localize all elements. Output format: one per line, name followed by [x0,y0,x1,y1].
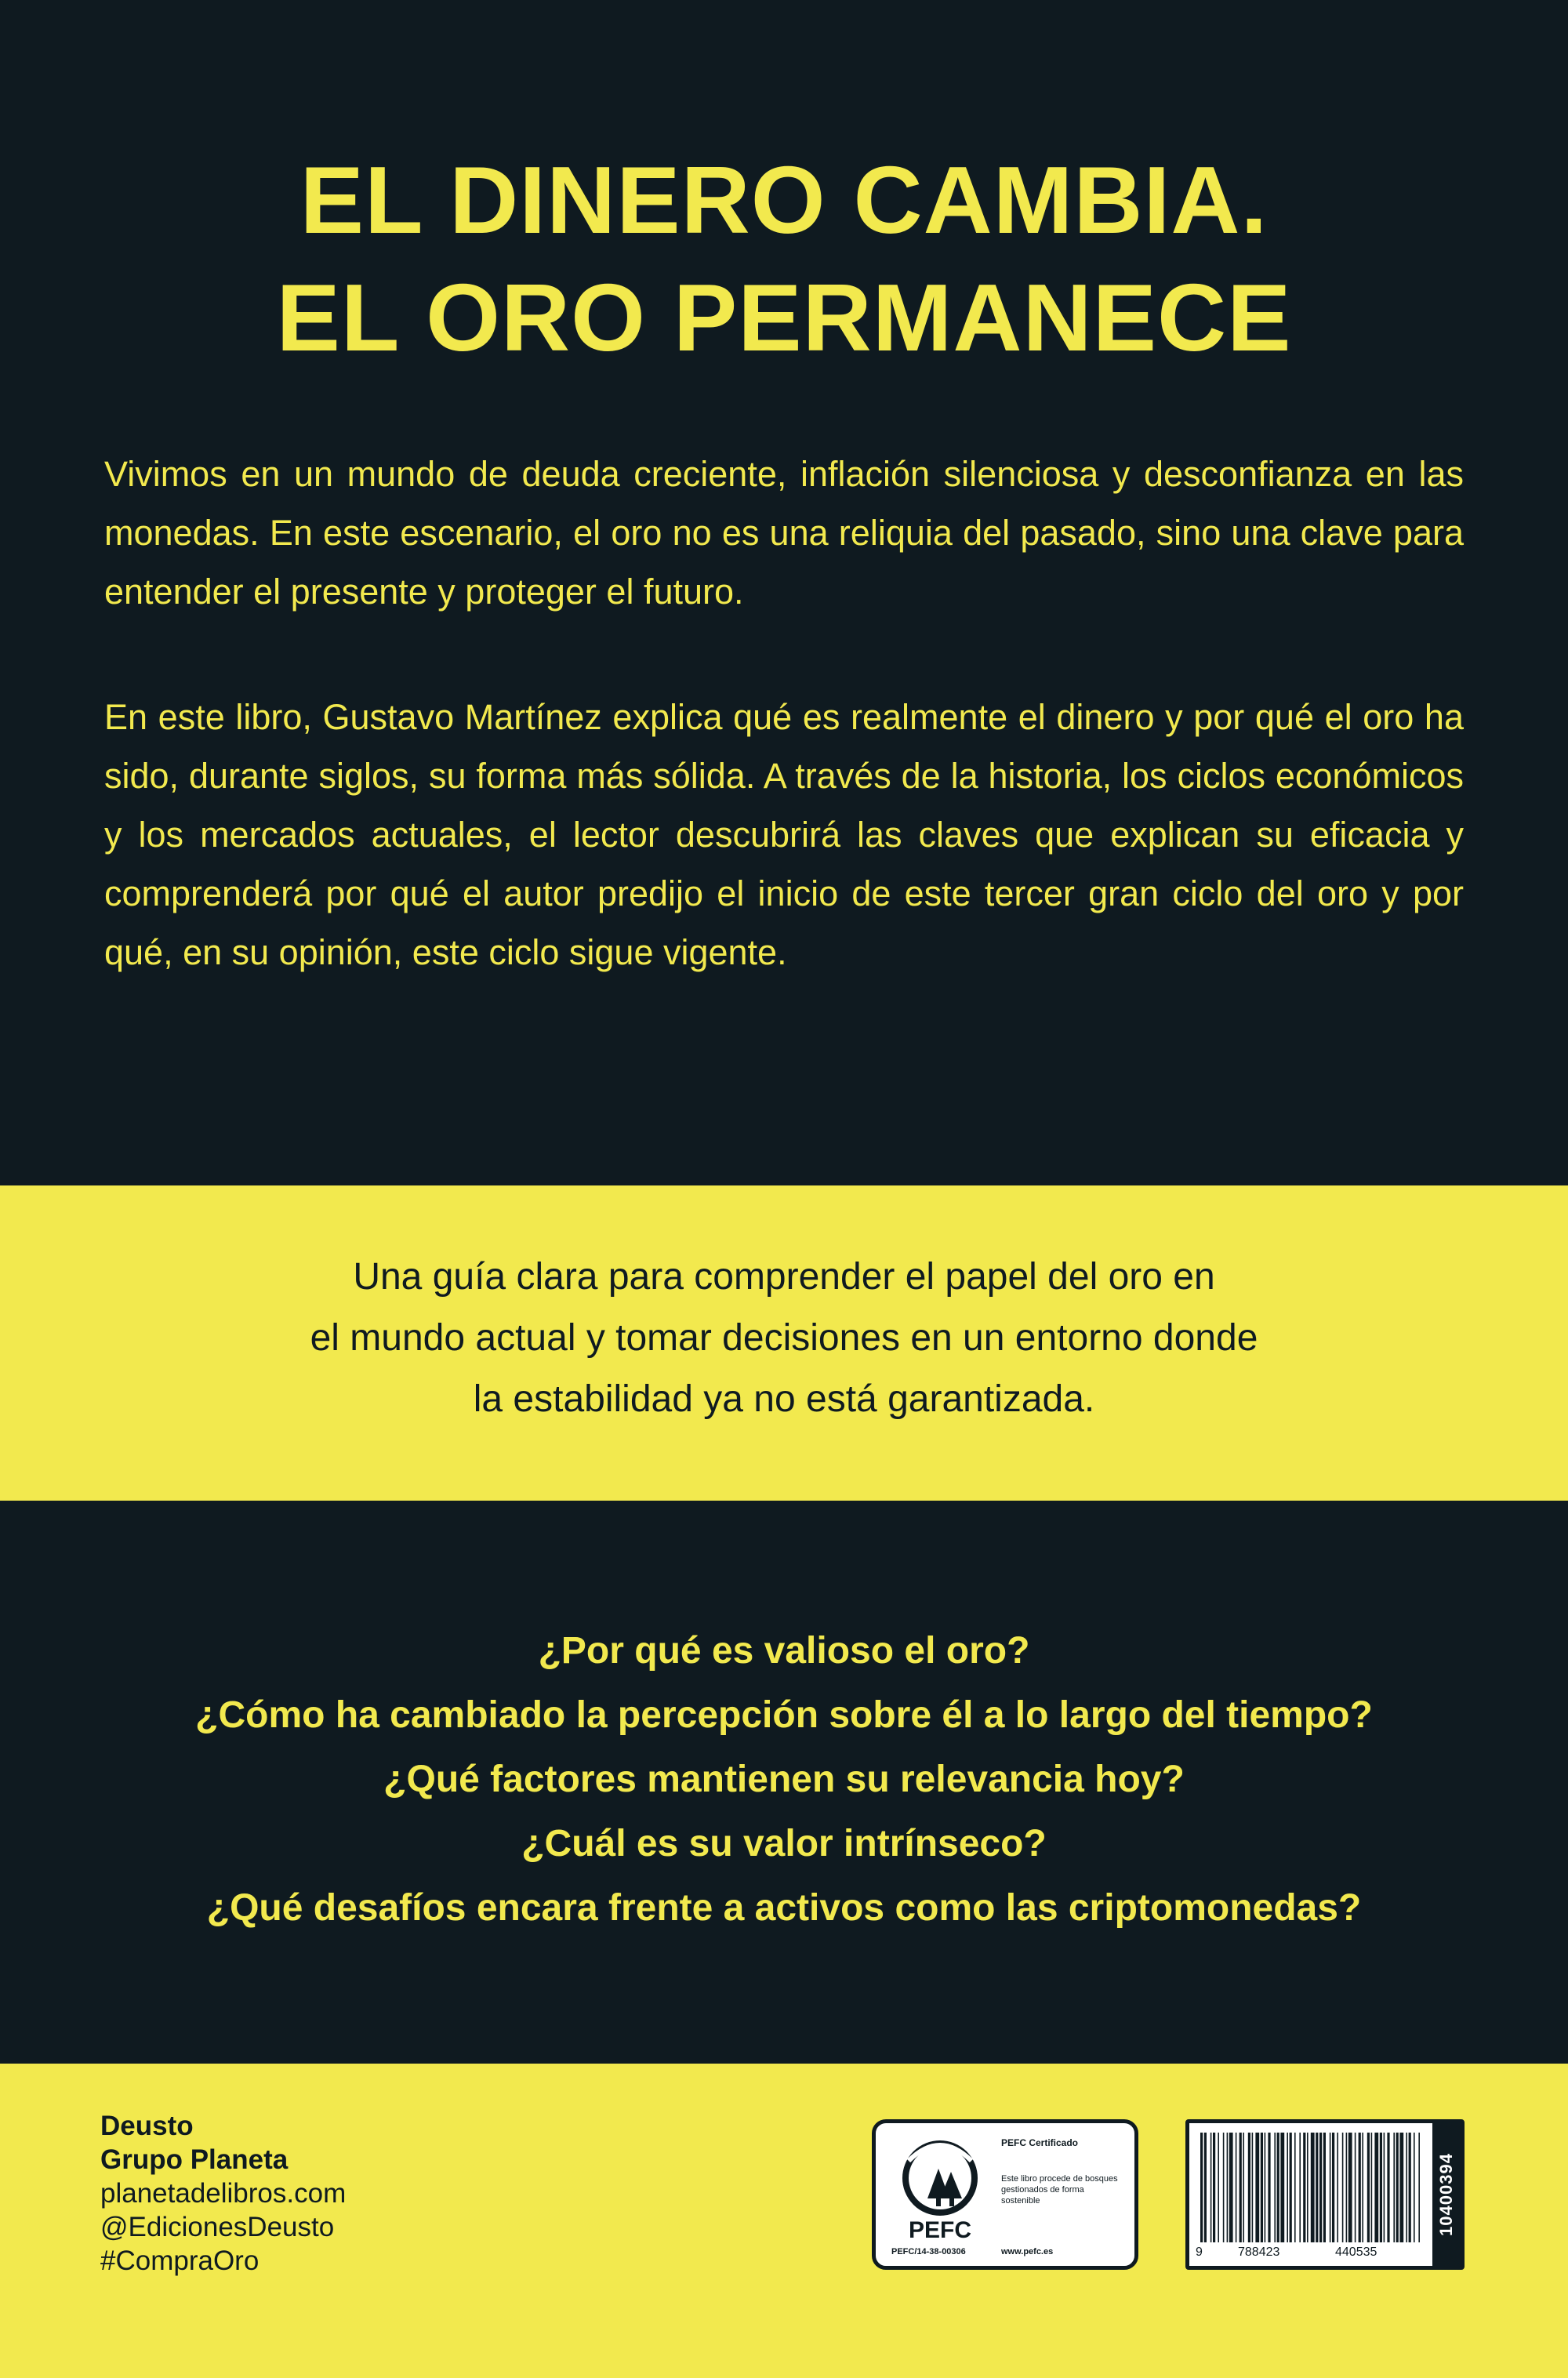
publisher-info [100,2109,346,2278]
barcode-bar [1277,2133,1279,2242]
question-item: ¿Cuál es su valor intrínseco? [521,1823,1047,1864]
barcode-bars-icon [1197,2133,1425,2242]
barcode-bar [1371,2133,1373,2242]
pefc-logo-text: PEFC [908,2217,972,2243]
barcode-bar [1346,2133,1348,2242]
headline-line-2: EL ORO PERMANECE [276,264,1292,371]
publisher-group: Grupo Planeta [100,2144,289,2175]
barcode-bar [1332,2133,1334,2242]
barcode-bar [1311,2133,1315,2242]
barcode-bar [1406,2133,1407,2242]
barcode-bar [1414,2133,1415,2242]
barcode-bar [1307,2133,1308,2242]
side-code: 10400394 [1436,2153,1456,2236]
question-item: ¿Por qué es valioso el oro? [538,1630,1030,1672]
highlight-statement [0,1247,1568,1430]
publisher-imprint: Deusto [100,2111,194,2141]
barcode-bar [1252,2133,1254,2242]
pefc-url: www.pefc.es [1001,2247,1054,2256]
barcode-bar [1380,2133,1382,2242]
highlight-line-1: Una guía clara para comprender el papel del oro en [353,1256,1215,1298]
barcode-bar [1274,2133,1276,2242]
barcode-bar [1367,2133,1370,2242]
barcode-bar [1348,2133,1352,2242]
barcode-bar [1393,2133,1395,2242]
barcode-bar [1223,2133,1225,2242]
publisher-hashtag: #CompraOro [100,2245,260,2276]
barcode-bar [1265,2133,1266,2242]
barcode-bar [1374,2133,1378,2242]
barcode-bar [1342,2133,1344,2242]
barcode-bar [1359,2133,1361,2242]
barcode-bar [1399,2133,1403,2242]
barcode-bar [1248,2133,1250,2242]
publisher-social: @EdicionesDeusto [100,2212,335,2242]
pefc-certified-label: PEFC Certificado [1001,2137,1079,2148]
headline-line-1: EL DINERO CAMBIA. [299,147,1269,253]
pefc-tree-icon [893,2137,987,2247]
barcode-bar [1319,2133,1322,2242]
barcode-bar [1384,2133,1385,2242]
barcode-bar [1303,2133,1305,2242]
questions-list [0,1619,1568,1941]
publisher-website: planetadelibros.com [100,2178,347,2209]
barcode-bar [1255,2133,1259,2242]
highlight-line-2: el mundo actual y tomar decisiones en un entorno donde [310,1317,1258,1359]
barcode-bar [1387,2133,1389,2242]
barcode-bar [1240,2133,1242,2242]
barcode-bar [1287,2133,1288,2242]
barcode-bar [1330,2133,1331,2242]
question-item: ¿Qué factores mantienen su relevancia hoy? [383,1759,1185,1800]
barcode-bar [1396,2133,1399,2242]
barcode-bar [1268,2133,1270,2242]
barcode-digits-left: 788423 [1238,2245,1280,2259]
question-item: ¿Cómo ha cambiado la percepción sobre él a lo largo del tiempo? [195,1694,1373,1736]
barcode-digit-first: 9 [1196,2245,1203,2259]
barcode-bar [1229,2133,1233,2242]
barcode-bar [1210,2133,1212,2242]
barcode-bar [1227,2133,1229,2242]
pefc-certification-badge [872,2119,1138,2270]
pefc-code: PEFC/14-38-00306 [891,2247,966,2256]
barcode-bar [1294,2133,1296,2242]
barcode-bar [1213,2133,1215,2242]
barcode-bar [1409,2133,1411,2242]
barcode-bar [1290,2133,1292,2242]
description-paragraph: En este libro, Gustavo Martínez explica qué es realmente el dinero y por qué el oro ha sido, durante siglos, su forma más sólida. A través de la historia, los ciclos económicos y los mercados actuales, el lector descubrirá las claves que explican su eficacia y comprenderá por qué el autor predijo el inicio de este tercer gran ciclo del oro y por qué, en su opinión, este ciclo sigue vigente. [104,697,1464,972]
pefc-description: Este libro procede de bosques gestionados de forma sostenible [1001,2174,1118,2206]
barcode-bar [1218,2133,1219,2242]
headline [0,141,1568,376]
barcode-bar [1204,2133,1207,2242]
barcode-bar [1280,2133,1284,2242]
barcode-bar [1337,2133,1338,2242]
barcode-bar [1200,2133,1203,2242]
barcode-bar [1418,2133,1420,2242]
intro-paragraph: Vivimos en un mundo de deuda creciente, inflación silenciosa y desconfianza en las monedas. En este escenario, el oro no es una reliquia del pasado, sino una clave para entender el presente y proteger el futuro. [104,454,1464,612]
barcode-bar [1355,2133,1356,2242]
highlight-line-3: la estabilidad ya no está garantizada. [473,1378,1095,1420]
question-item: ¿Qué desafíos encara frente a activos como las criptomonedas? [206,1887,1362,1929]
barcode-digits-right: 440535 [1335,2245,1377,2259]
barcode-bar [1299,2133,1301,2242]
barcode-bar [1316,2133,1318,2242]
isbn-barcode [1185,2119,1465,2270]
barcode-bar [1362,2133,1363,2242]
side-code-strip [1432,2123,1461,2266]
barcode-bar [1323,2133,1326,2242]
barcode-bar [1261,2133,1263,2242]
barcode-bar [1236,2133,1237,2242]
barcode-bar [1243,2133,1244,2242]
